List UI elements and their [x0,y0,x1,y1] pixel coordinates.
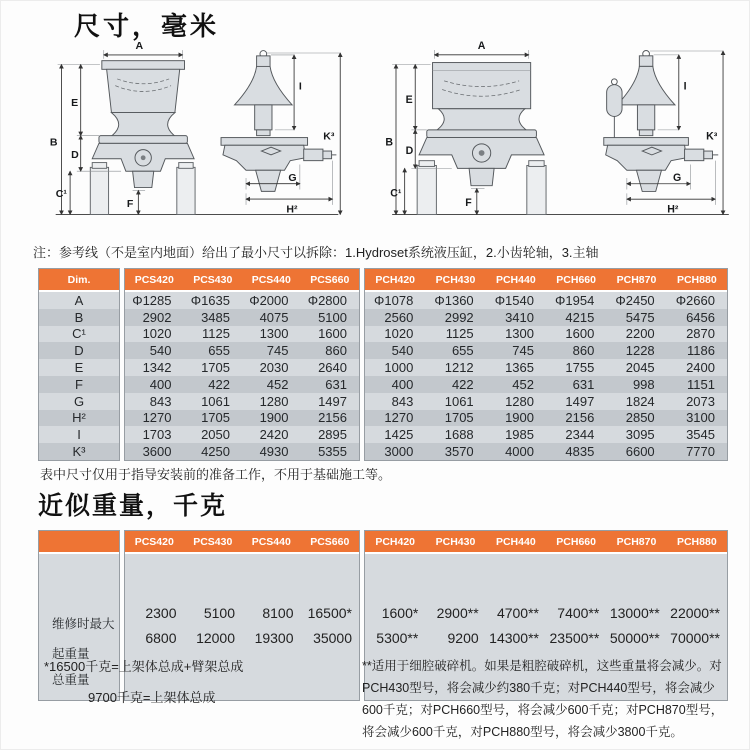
weight-row-label: 维修时最大 [52,617,115,631]
page-title: 尺寸，毫米 [74,11,220,41]
table-cell: 4835 [565,444,595,460]
dim-label-a: A [477,40,486,53]
table-cell: 4075 [259,309,289,325]
table-cell: 1000 [384,360,414,376]
table-cell: 5100 [203,604,235,621]
table-cell: 7770 [686,444,715,460]
table-cell: 452 [266,376,289,392]
table-cell: 13000** [609,604,660,621]
table-cell: 50000** [609,629,660,646]
table-cell: 860 [572,343,595,359]
row-label [39,410,119,427]
row-label [39,393,119,410]
dimension-table [38,268,728,461]
row-label-text: I [77,427,81,443]
table-cell: 1061 [201,393,230,409]
table-cell: 631 [572,376,595,392]
table-cell: Φ1540 [494,292,534,308]
weight-section-title: 近似重量，千克 [38,492,228,520]
table-cell: 2045 [625,360,655,376]
table-cell: 745 [512,343,534,359]
table-cell: 2870 [686,326,715,342]
table-cell: 400 [391,376,414,392]
table-cell: 22000** [670,604,720,621]
table-cell: 1020 [384,326,414,342]
row-label [39,309,119,326]
table-cell: 35000 [313,629,352,646]
table-cell: 3000 [384,444,414,460]
table-cell: 2344 [565,427,595,443]
table-cell: 1342 [142,360,172,376]
column-header: PCH660 [556,536,596,548]
table-usage-note: 表中尺寸仅用于指导安装前的准备工作，不用于基础施工等。 [40,467,392,482]
dim-label-k: K³ [706,130,718,143]
table-cell: 843 [391,393,414,409]
column-header: PCH430 [435,274,476,286]
table-row [365,342,727,359]
weight-row-label: 起重量 [52,647,90,661]
table-cell: 1688 [444,427,474,443]
table-cell: 3570 [444,444,474,460]
table-cell: 1212 [444,360,474,376]
table-cell: 3095 [625,427,655,443]
table-row [125,443,359,460]
table-cell: 3100 [686,410,715,426]
table-cell: 23500** [549,629,600,646]
table-cell: 745 [266,343,289,359]
table-cell: 5100 [318,309,347,325]
table-row [365,292,727,309]
dim-label-f: F [126,197,134,210]
dim-label-a: A [135,40,144,53]
table-cell: 4250 [201,444,230,460]
table-cell: 1125 [445,326,474,342]
table-cell: 6600 [625,444,655,460]
dim-label-h: H² [667,203,679,216]
table-cell: Φ1078 [374,292,414,308]
dim-label-g: G [288,171,297,184]
dim-pcs-block [124,268,360,461]
table-cell: 6800 [145,629,177,646]
crusher-diagram-pcs [48,26,346,228]
table-cell: 3410 [505,309,534,325]
table-cell: 4930 [259,444,289,460]
table-row [125,393,359,410]
table-cell: 1900 [505,410,534,426]
table-cell: 655 [451,343,474,359]
table-row [125,410,359,427]
table-cell: 19300 [254,629,294,646]
table-row [365,410,727,427]
table-cell: 1497 [318,393,347,409]
footnote-left [44,656,344,744]
row-label-text: A [74,292,84,308]
column-header: PCH880 [676,536,717,548]
table-cell: 998 [632,376,655,392]
table-cell: 4000 [505,444,534,460]
table-cell: 2420 [259,427,289,443]
row-label [39,342,119,359]
table-cell: 1705 [444,410,474,426]
weight-corner-header [39,538,119,545]
dim-label-d: D [405,144,414,157]
dim-row-labels [39,292,119,460]
table-cell: 2640 [318,360,347,376]
table-row [365,326,727,343]
table-cell: 1270 [142,410,172,426]
table-row [125,292,359,309]
table-cell: 1151 [687,376,715,392]
row-label [39,326,119,343]
table-cell: 2895 [318,427,347,443]
row-label-text: K³ [72,444,86,460]
dim-label-b: B [385,136,394,149]
table-cell: 1425 [384,427,414,443]
table-cell: 540 [391,343,414,359]
row-label-text: G [73,393,85,409]
table-row [365,359,727,376]
row-label-text: E [74,360,84,376]
table-cell: 452 [512,376,534,392]
table-cell: Φ1954 [555,292,595,308]
column-header: PCS660 [310,274,350,286]
table-cell: 2400 [686,360,715,376]
column-header: PCH430 [435,536,476,548]
table-cell: 70000** [670,629,720,646]
table-cell: 1020 [142,326,172,342]
table-cell: 4215 [565,309,595,325]
dim-label-d: D [71,148,79,161]
column-header: PCH870 [616,274,657,286]
table-row [365,600,727,625]
table-row [125,342,359,359]
column-header: PCS430 [193,536,233,548]
crusher-diagram-pch [384,26,736,228]
table-cell: 2850 [625,410,655,426]
table-cell: 2030 [259,360,289,376]
table-cell: Φ1360 [434,292,474,308]
row-label-text: H² [72,410,86,426]
table-row [125,326,359,343]
table-cell: 1755 [565,360,595,376]
table-cell: Φ2800 [307,292,347,308]
row-label [39,376,119,393]
column-header: PCH420 [375,536,416,548]
table-cell: 14300** [489,629,539,646]
table-row [125,625,359,650]
reference-note: 注：参考线（不是室内地面）给出了最小尺寸以拆除：1.Hydroset系统液压缸，2.小齿轮轴，3.主轴 [33,245,599,260]
table-cell: 1280 [259,393,289,409]
table-cell: 1270 [384,410,414,426]
row-label-text: F [75,376,83,392]
table-row [365,309,727,326]
row-label-text: B [74,309,84,325]
table-cell: 422 [208,376,230,392]
column-header: PCS420 [134,274,174,286]
table-cell: 2050 [201,427,230,443]
column-header: PCH420 [375,274,416,286]
row-label [39,359,119,376]
table-cell: 631 [325,376,347,392]
table-cell: Φ1635 [190,292,230,308]
table-cell: 5475 [625,309,655,325]
dim-label-f: F [465,196,472,209]
column-header: PCS660 [310,536,350,548]
diagram-area [48,26,748,232]
table-cell: 1300 [505,326,534,342]
table-cell: 1300 [259,326,289,342]
table-cell: 2902 [142,309,172,325]
table-cell: 8100 [262,604,294,621]
table-row [125,376,359,393]
table-cell: 2992 [444,309,474,325]
footnote-right [362,656,732,744]
footnote-line: **适用于细腔破碎机。如果是粗腔破碎机，这些重量将会减少。对PCH430型号，将会减少约380千克；对PCH440型号，将会减少600千克；对PCH660型号，将会减少600千克；对PCH870型号，将会减少600千克，对PCH880型号，将会减少3800千克。 [362,659,724,739]
table-cell: 2156 [565,410,595,426]
table-cell: 1228 [625,343,655,359]
table-cell: 655 [208,343,230,359]
table-cell: 5355 [318,444,347,460]
table-row [365,393,727,410]
dim-label-i: I [298,80,302,93]
table-cell: 12000 [196,629,235,646]
table-cell: 843 [149,393,172,409]
table-cell: Φ2000 [249,292,289,308]
column-header: PCH440 [495,536,536,548]
table-cell: Φ1285 [132,292,172,308]
table-row [125,309,359,326]
weight-row-label: 总重量 [52,673,90,687]
table-cell: 1703 [142,427,172,443]
table-cell: 3600 [142,444,172,460]
row-label [39,426,119,443]
table-cell: 1280 [505,393,534,409]
table-row [365,426,727,443]
row-label [39,292,119,309]
dim-label-block [38,268,120,461]
column-header: PCH870 [616,536,657,548]
table-cell: 7400** [557,604,600,621]
column-header: PCS440 [251,274,291,286]
dim-label-c: C¹ [390,187,402,200]
footnote-line: 9700千克=上架体总成 [88,690,216,705]
table-cell: 422 [451,376,474,392]
table-cell: 400 [149,376,172,392]
table-cell: 1186 [687,343,715,359]
dim-label-h: H² [286,203,298,216]
dim-label-b: B [49,136,58,149]
dim-pch-block [364,268,728,461]
row-label-text: D [74,343,84,359]
table-row [365,443,727,460]
column-header: PCH880 [676,274,717,286]
column-header: PCS440 [251,536,291,548]
table-cell: 1900 [259,410,289,426]
table-row [365,625,727,650]
table-cell: 3485 [201,309,230,325]
column-header: PCH660 [556,274,596,286]
table-cell: 540 [149,343,172,359]
table-cell: 2900** [436,604,479,621]
dim-label-i: I [683,80,687,93]
table-cell: 2300 [145,604,177,621]
table-cell: 860 [325,343,347,359]
table-row [365,376,727,393]
table-cell: Φ2660 [675,292,715,308]
table-cell: 1985 [505,427,534,443]
table-cell: 2560 [384,309,414,325]
table-cell: 5300** [376,629,419,646]
column-header: PCS430 [193,274,233,286]
table-cell: 1600* [381,604,419,621]
table-cell: 4700** [496,604,539,621]
table-cell: 1824 [625,393,655,409]
table-cell: 1497 [565,393,595,409]
dim-label-c: C¹ [55,188,67,201]
table-cell: 9200 [447,629,479,646]
table-cell: 16500* [307,604,352,621]
dim-label-k: K³ [323,130,335,143]
table-row [125,359,359,376]
table-cell: 1705 [201,410,230,426]
table-cell: 1705 [201,360,230,376]
table-cell: 1125 [202,326,230,342]
table-cell: 1600 [318,326,347,342]
table-cell: 1600 [565,326,595,342]
dim-corner-header: Dim. [67,274,91,286]
dim-label-e: E [71,96,79,109]
table-row [125,600,359,625]
table-cell: 2156 [318,410,347,426]
column-header: PCS420 [134,536,174,548]
column-header: PCH440 [495,274,536,286]
table-cell: 1365 [505,360,534,376]
row-label-text: C¹ [72,326,86,342]
table-cell: 3545 [686,427,715,443]
table-cell: 2200 [625,326,655,342]
table-cell: Φ2450 [615,292,655,308]
footnote-line: *16500千克=上架体总成+臂架总成 [44,659,244,674]
table-cell: 6456 [686,309,715,325]
dim-label-e: E [405,93,413,106]
table-cell: 2073 [686,393,715,409]
table-row [125,426,359,443]
dim-label-g: G [673,171,682,184]
row-label [39,443,119,460]
table-cell: 1061 [444,393,474,409]
footnotes [44,656,732,744]
